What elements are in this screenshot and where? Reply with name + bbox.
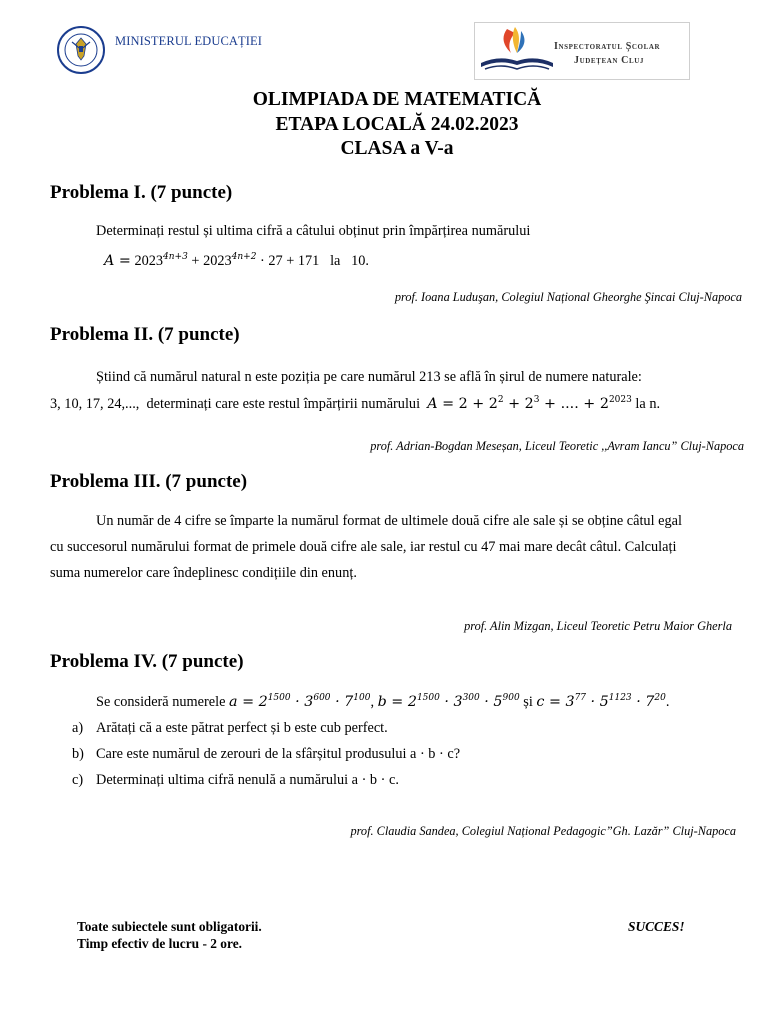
problem-3-author: prof. Alin Mizgan, Liceul Teoretic Petru Maior Gherla (464, 619, 732, 633)
problem-4-item-b: Care este numărul de zerouri de la sfârșitul produsului a · b · c? (96, 746, 461, 762)
problem-2-formula: $A = 2 + 2^2 + 2^3$ + .... + $2^{2023}$ (427, 395, 632, 412)
problem-4-item-b-marker: b) (72, 746, 84, 762)
problem-4-item-a: Arătați că a este pătrat perfect și b este cub perfect. (96, 720, 388, 736)
problem-4-item-c: Determinați ultima cifră nenulă a numărului a · b · c. (96, 772, 399, 788)
problem-4-b-expr: $b = 2^{1500} \cdot 3^{300} \cdot 5^{900}$ (377, 693, 520, 710)
problem-1-heading: Problema I. (7 puncte) (50, 182, 233, 203)
problem-2-sequence: 3, 10, 17, 24,..., (50, 396, 140, 412)
footer-line2: Timp efectiv de lucru - 2 ore. (77, 936, 242, 951)
problem-1-formula: $A = 2023^{4n+3} + 2023^{4n+2} \cdot 27 + 171$ la 10. (104, 252, 369, 269)
title-line1: OLIMPIADA DE MATEMATICĂ (252, 89, 542, 110)
problem-4-intro: Se consideră numerele $a = 2^{1500} \cdot 3^{600} \cdot 7^{100}$, $b = 2^{1500} \cdot 3^{300} \cdot 5^{900}$ și $c = 3^{77} \cdot 5^{1123} \cdot 7^{20}$. (96, 693, 670, 710)
problem-3-line3: suma numerelor care îndeplinesc condițiile din enunț. (50, 565, 357, 581)
problem-2-text2: 3, 10, 17, 24,..., determinați care este restul împărțirii numărului $A = 2 + 2^2 + 2^3$ + .... + $2^{2023}$ la n. (50, 395, 661, 412)
footer-line1: Toate subiectele sunt obligatorii. (77, 919, 262, 934)
problem-3-heading: Problema III. (7 puncte) (50, 471, 248, 492)
isj-name-line2: Județean Cluj (574, 55, 644, 66)
problem-4-c-expr: $c = 3^{77} \cdot 5^{1123} \cdot 7^{20}$ (536, 693, 666, 710)
problem-4-a-expr: $a = 2^{1500} \cdot 3^{600} \cdot 7^{100}$ (229, 693, 371, 710)
isj-name-line1: Inspectoratul Școlar (554, 41, 661, 52)
problem-3-line2: cu succesorul numărului format de primele două cifre ale sale, iar restul cu 47 mai mare decât câtul. Calculați (50, 539, 677, 555)
problem-2-author: prof. Adrian-Bogdan Meseșan, Liceul Teoretic ,,Avram Iancu” Cluj-Napoca (370, 439, 744, 453)
problem-2-heading: Problema II. (7 puncte) (50, 324, 240, 345)
romania-government-seal (50, 26, 112, 74)
title-line3: CLASA a V-a (340, 138, 454, 159)
problem-3-line1: Un număr de 4 cifre se împarte la numărul format de ultimele două cifre ale sale și se obține câtul egal (96, 513, 682, 529)
title-line2: ETAPA LOCALĂ 24.02.2023 (275, 114, 519, 135)
problem-1-text: Determinați restul și ultima cifră a câtului obținut prin împărțirea numărului (96, 223, 531, 239)
ministry-name: MINISTERUL EDUCAȚIEI (115, 34, 263, 48)
problem-2-text1: Știind că numărul natural n este poziția pe care numărul 213 se află în șirul de numere naturale: (96, 369, 642, 385)
problem-1-author: prof. Ioana Luduşan, Colegiul Național Gheorghe Şincai Cluj-Napoca (394, 290, 742, 304)
problem-4-item-c-marker: c) (72, 772, 84, 788)
footer-success: SUCCES! (628, 919, 685, 934)
isj-name (554, 40, 660, 68)
problem-4-item-a-marker: a) (72, 720, 84, 736)
problem-4-heading: Problema IV. (7 puncte) (50, 651, 244, 672)
problem-4-author: prof. Claudia Sandea, Colegiul Național Pedagogic”Gh. Lazăr” Cluj-Napoca (350, 824, 736, 838)
